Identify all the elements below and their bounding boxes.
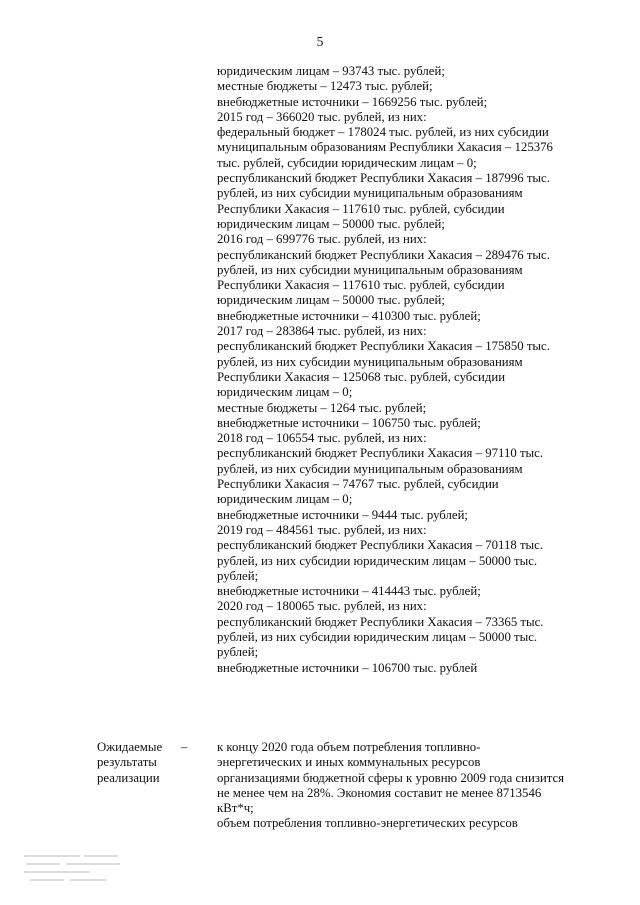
funding-line: рублей;	[217, 568, 259, 583]
funding-line: 2015 год – 366020 тыс. рублей, из них:	[217, 109, 427, 124]
outcomes-label-line: Ожидаемые	[97, 740, 163, 754]
page-number: 5	[316, 34, 324, 49]
outcomes-line: к концу 2020 года объем потребления топливно-	[217, 740, 481, 754]
funding-text	[217, 64, 597, 676]
funding-line: внебюджетные источники – 1669256 тыс. рублей;	[217, 94, 488, 109]
funding-line: Республики Хакасия – 125068 тыс. рублей, субсидии	[217, 369, 506, 384]
funding-line: рублей;	[217, 645, 259, 660]
funding-line: юридическим лицам – 50000 тыс. рублей;	[217, 293, 445, 308]
funding-line: 2017 год – 283864 тыс. рублей, из них:	[217, 324, 427, 339]
funding-line: 2019 год – 484561 тыс. рублей, из них:	[217, 522, 427, 537]
funding-line: федеральный бюджет – 178024 тыс. рублей, из них субсидии	[217, 125, 549, 140]
funding-line: юридическим лицам – 50000 тыс. рублей;	[217, 216, 445, 231]
funding-line: рублей, из них субсидии юридическим лицам – 50000 тыс.	[217, 629, 538, 644]
outcomes-line: не менее чем на 28%. Экономия составит не менее 8713546	[217, 785, 542, 800]
funding-line: местные бюджеты – 1264 тыс. рублей;	[217, 400, 427, 415]
outcomes-label-line: результаты	[97, 755, 157, 770]
funding-line: внебюджетные источники – 106700 тыс. рублей	[217, 660, 478, 675]
outcomes-line: организациями бюджетной сферы к уровню 2009 года снизится	[217, 770, 565, 785]
funding-line: 2020 год – 180065 тыс. рублей, из них:	[217, 599, 427, 614]
funding-line: Республики Хакасия – 117610 тыс. рублей, субсидии	[217, 278, 505, 293]
funding-line: рублей, из них субсидии муниципальным образованиям	[217, 461, 523, 476]
funding-line: республиканский бюджет Республики Хакасия – 97110 тыс.	[217, 446, 544, 461]
funding-line: республиканский бюджет Республики Хакасия – 70118 тыс.	[217, 538, 544, 553]
outcomes-text	[217, 740, 597, 832]
funding-line: рублей, из них субсидии юридическим лицам – 50000 тыс.	[217, 553, 538, 568]
funding-line: Республики Хакасия – 117610 тыс. рублей, субсидии	[217, 201, 505, 216]
funding-line: 2018 год – 106554 тыс. рублей, из них:	[217, 431, 427, 446]
funding-line: рублей, из них субсидии муниципальным образованиям	[217, 354, 523, 369]
funding-line: республиканский бюджет Республики Хакасия – 187996 тыс.	[217, 171, 550, 186]
funding-line: муниципальным образованиям Республики Хакасия – 125376	[217, 140, 553, 155]
funding-line: местные бюджеты – 12473 тыс. рублей;	[217, 79, 433, 94]
outcomes-line: объем потребления топливно-энергетических ресурсов	[217, 816, 518, 831]
funding-line: Республики Хакасия – 74767 тыс. рублей, субсидии	[217, 477, 499, 492]
funding-line: внебюджетные источники – 414443 тыс. рублей;	[217, 584, 481, 599]
funding-line: внебюджетные источники – 106750 тыс. рублей;	[217, 415, 481, 430]
funding-line: республиканский бюджет Республики Хакасия – 289476 тыс.	[217, 247, 550, 262]
funding-line: республиканский бюджет Республики Хакасия – 73365 тыс.	[217, 614, 544, 629]
outcomes-line: энергетических и иных коммунальных ресурсов	[217, 755, 481, 770]
funding-line: юридическим лицам – 93743 тыс. рублей;	[217, 64, 445, 78]
funding-line: внебюджетные источники – 410300 тыс. рублей;	[217, 308, 481, 323]
funding-line: 2016 год – 699776 тыс. рублей, из них:	[217, 232, 427, 247]
outcomes-line: кВт*ч;	[217, 801, 254, 816]
funding-line: рублей, из них субсидии муниципальным образованиям	[217, 262, 523, 277]
funding-line: внебюджетные источники – 9444 тыс. рублей;	[217, 507, 468, 522]
faded-stamp-image	[20, 850, 125, 884]
funding-line: тыс. рублей, субсидии юридическим лицам – 0;	[217, 155, 477, 170]
outcomes-label	[97, 740, 192, 786]
outcomes-dash: –	[181, 740, 188, 754]
funding-line: рублей, из них субсидии муниципальным образованиям	[217, 186, 523, 201]
outcomes-label-line: реализации	[97, 770, 160, 785]
funding-line: республиканский бюджет Республики Хакасия – 175850 тыс.	[217, 339, 550, 354]
funding-line: юридическим лицам – 0;	[217, 492, 353, 507]
funding-line: юридическим лицам – 0;	[217, 385, 353, 400]
